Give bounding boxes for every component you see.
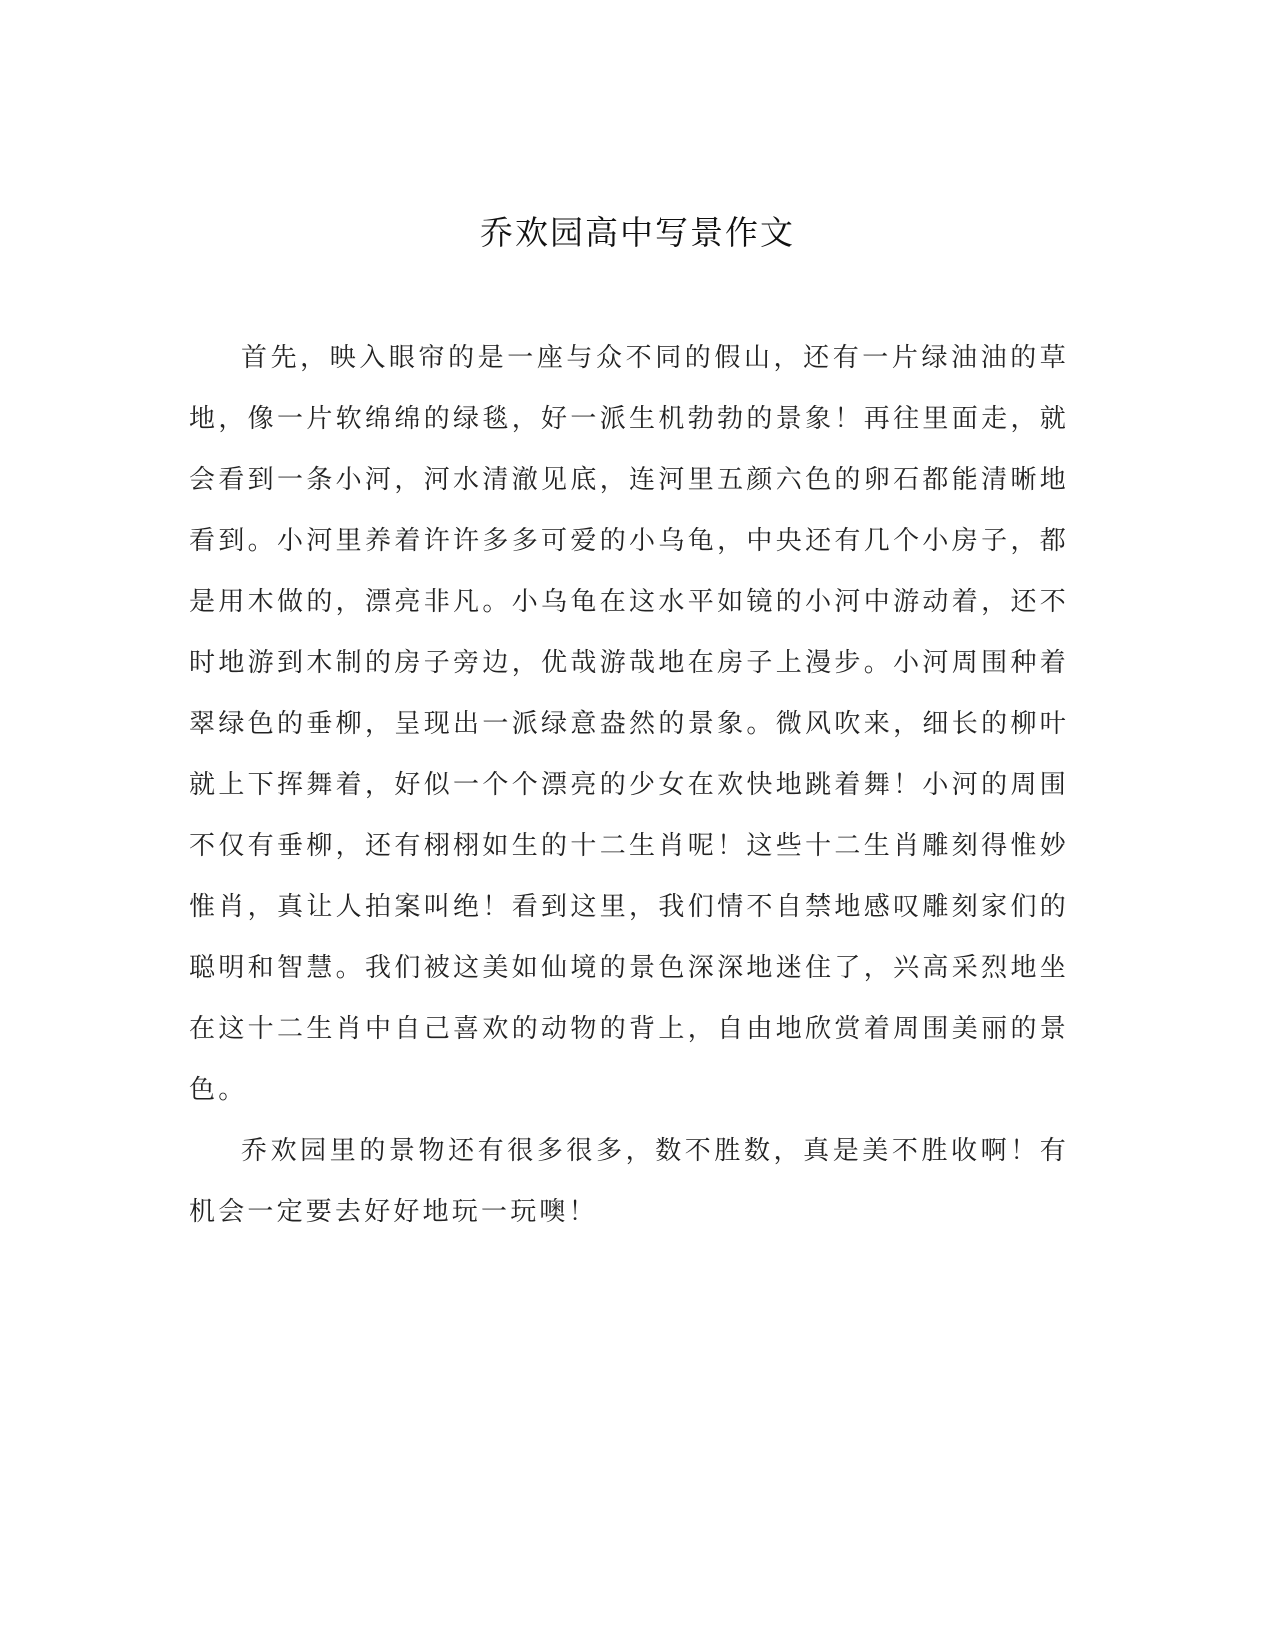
body-paragraph: 首先，映入眼帘的是一座与众不同的假山，还有一片绿油油的草地，像一片软绵绵的绿毯，好一派生机勃勃的景象！再往里面走，就会看到一条小河，河水清澈见底，连河里五颜六色的卵石都能清晰地看到。小河里养着许许多多可爱的小乌龟，中央还有几个小房子，都是用木做的，漂亮非凡。小乌龟在这水平如镜的小河中游动着，还不时地游到木制的房子旁边，优哉游哉地在房子上漫步。小河周围种着翠绿色的垂柳，呈现出一派绿意盎然的景象。微风吹来，细长的柳叶就上下挥舞着，好似一个个漂亮的少女在欢快地跳着舞！小河的周围不仅有垂柳，还有栩栩如生的十二生肖呢！这些十二生肖雕刻得惟妙惟肖，真让人拍案叫绝！看到这里，我们情不自禁地感叹雕刻家们的聪明和智慧。我们被这美如仙境的景色深深地迷住了，兴高采烈地坐在这十二生肖中自己喜欢的动物的背上，自由地欣赏着周围美丽的景色。: [189, 343, 1069, 1105]
document-title: 乔欢园高中写景作文: [480, 213, 795, 252]
document-body: [189, 328, 1069, 1243]
body-paragraph: 乔欢园里的景物还有很多很多，数不胜数，真是美不胜收啊！有机会一定要去好好地玩一玩噢！: [189, 1136, 1069, 1227]
